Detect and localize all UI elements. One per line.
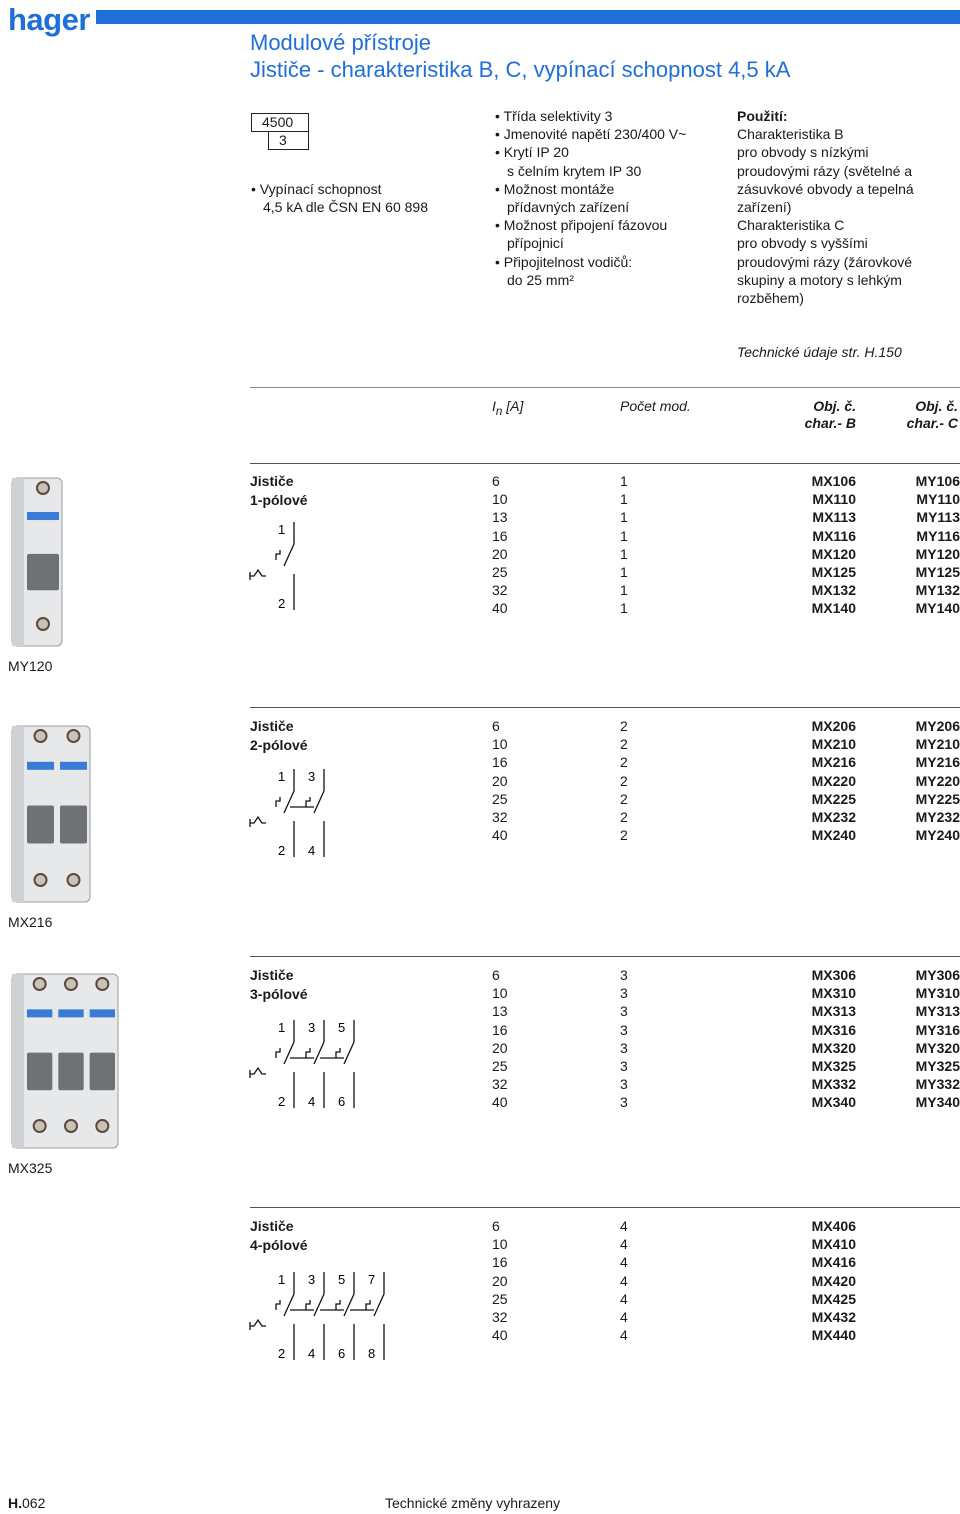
usage-line: pro obvody s nízkými: [737, 144, 869, 161]
module-count: 2: [620, 827, 628, 844]
section-divider: [250, 1207, 960, 1208]
terminal-top-label: 3: [308, 769, 316, 784]
module-count: 3: [620, 1076, 628, 1093]
module-count: 1: [620, 509, 628, 526]
module-count: 1: [620, 564, 628, 580]
module-count: 1: [620, 491, 628, 508]
module-count: 2: [620, 736, 628, 753]
table-row: [492, 490, 960, 508]
table-row: [492, 753, 960, 771]
order-number-c: MY220: [915, 772, 960, 789]
order-number-b: MX132: [811, 582, 856, 599]
order-number-c: MY206: [915, 718, 960, 734]
usage-line: proudovými rázy (žárovkové: [737, 253, 913, 270]
feature-line: • Možnost připojení fázovou: [495, 217, 668, 234]
order-number-c: MY140: [915, 600, 960, 617]
rated-current: 25: [492, 564, 508, 580]
order-number-b: MX313: [811, 1003, 856, 1020]
section-title: [250, 966, 308, 1003]
section-title-line1: Jističe: [250, 473, 294, 489]
feature-line: • Krytí IP 20: [495, 144, 569, 161]
rated-current: 32: [492, 582, 508, 599]
rated-current: 10: [492, 736, 508, 753]
order-number-b: MX232: [811, 809, 856, 825]
order-number-b: MX120: [811, 545, 856, 562]
breaking-capacity-line-2: 4,5 kA dle ČSN EN 60 898: [263, 199, 428, 216]
order-number-b: MX125: [811, 564, 856, 580]
module-count: 2: [620, 809, 628, 825]
order-number-c: MY340: [915, 1094, 960, 1111]
terminal-bottom-label: 6: [338, 1094, 346, 1109]
terminal-top-label: 7: [368, 1272, 376, 1287]
rated-current: 40: [492, 1327, 508, 1344]
brand-logo: hager: [8, 2, 90, 37]
rated-current: 16: [492, 1021, 508, 1038]
rated-current: 16: [492, 754, 508, 771]
module-count: 4: [620, 1218, 628, 1234]
order-number-c: MY240: [915, 827, 960, 844]
tech-data-reference: Technické údaje str. H.150: [737, 344, 902, 360]
order-number-c: MY316: [915, 1021, 960, 1038]
circuit-symbol-2pole: [248, 767, 354, 864]
in-unit: [A]: [502, 398, 524, 414]
module-count: 4: [620, 1272, 628, 1289]
order-number-c: MY120: [915, 545, 960, 562]
rated-current: 20: [492, 1039, 508, 1056]
order-number-b: MX420: [811, 1272, 856, 1289]
module-count: 3: [620, 1003, 628, 1020]
order-number-b: MX432: [811, 1309, 856, 1325]
order-number-b: MX106: [811, 473, 856, 489]
footer-note: Technické změny vyhrazeny: [385, 1495, 561, 1511]
table-row: [492, 527, 960, 545]
rated-current: 6: [492, 718, 500, 734]
module-count: 4: [620, 1236, 628, 1253]
module-count: 4: [620, 1290, 628, 1307]
order-number-b: MX416: [811, 1254, 856, 1271]
terminal-bottom-label: 4: [308, 843, 316, 858]
table-row: [492, 1021, 960, 1039]
order-number-b: MX316: [811, 1021, 856, 1038]
table-row: [492, 1039, 960, 1057]
order-number-c: MY132: [915, 582, 960, 599]
module-count: 1: [620, 582, 628, 599]
rated-current: 32: [492, 1076, 508, 1093]
order-number-c: MY320: [915, 1039, 960, 1056]
rated-current: 25: [492, 790, 508, 807]
order-number-c: MY325: [915, 1058, 960, 1074]
usage-line: Charakteristika C: [737, 217, 845, 234]
order-number-b: MX325: [811, 1058, 856, 1074]
table-row: [492, 1075, 960, 1093]
table-row: [492, 1308, 960, 1326]
char-c-line2: char.- C: [906, 415, 958, 431]
page-number: [8, 1495, 45, 1511]
module-count: 3: [620, 1094, 628, 1111]
table-row: [492, 599, 960, 617]
features-list: [495, 107, 725, 289]
feature-line: • Třída selektivity 3: [495, 108, 613, 124]
order-number-b: MX225: [811, 790, 856, 807]
photo-caption: MX325: [8, 1160, 53, 1176]
rated-current: 40: [492, 600, 508, 617]
terminal-bottom-label: 8: [368, 1346, 376, 1361]
order-number-c: MY306: [915, 967, 960, 983]
photo-caption: MX216: [8, 914, 53, 930]
page-prefix: H.: [8, 1495, 22, 1511]
terminal-top-label: 1: [278, 769, 286, 784]
rated-current: 40: [492, 827, 508, 844]
order-number-c: MY310: [915, 985, 960, 1002]
order-number-b: MX110: [812, 491, 856, 508]
rated-current: 25: [492, 1058, 508, 1074]
usage-line: skupiny a motory s lehkým: [737, 271, 902, 288]
terminal-top-label: 5: [338, 1272, 346, 1287]
rated-current: 13: [492, 509, 508, 526]
module-count: 4: [620, 1254, 628, 1271]
table-row: [492, 772, 960, 790]
page-subtitle: Jističe - charakteristika B, C, vypínací schopnost 4,5 kA: [250, 57, 791, 82]
table-row: [492, 1002, 960, 1020]
col-header-char-b: [776, 398, 856, 432]
section-title-line1: Jističe: [250, 718, 294, 734]
usage-line: rozběhem): [737, 290, 804, 307]
order-number-b: MX220: [811, 772, 856, 789]
section-title-line1: Jističe: [250, 967, 294, 983]
product-photo: [8, 472, 76, 659]
section-title-line2: 4-pólové: [250, 1236, 308, 1253]
module-count: 2: [620, 754, 628, 771]
page-title: Modulové přístroje: [250, 30, 431, 55]
section-title: [250, 472, 308, 509]
usage-line: proudovými rázy (světelné a: [737, 162, 913, 179]
order-number-c: MY113: [916, 509, 960, 526]
table-row: [492, 808, 960, 826]
order-number-b: MX206: [811, 718, 856, 734]
order-number-b: MX340: [811, 1094, 856, 1111]
order-number-b: MX240: [811, 827, 856, 844]
table-row: [492, 545, 960, 563]
table-row: [492, 1253, 960, 1271]
terminal-bottom-label: 4: [308, 1346, 316, 1361]
table-row: [492, 1217, 960, 1235]
section-title-line2: 3-pólové: [250, 985, 308, 1002]
order-number-b: MX116: [812, 527, 856, 544]
usage-block: [737, 107, 957, 307]
rated-current: 10: [492, 985, 508, 1002]
section-title-line2: 1-pólové: [250, 491, 308, 508]
table-row: [492, 735, 960, 753]
table-row: [492, 717, 960, 735]
order-number-c: MY125: [915, 564, 960, 580]
module-count: 4: [620, 1327, 628, 1344]
feature-line: • Jmenovité napětí 230/400 V~: [495, 126, 687, 143]
module-count: 1: [620, 545, 628, 562]
order-number-c: MY232: [915, 809, 960, 825]
page-number-value: 062: [22, 1495, 46, 1511]
product-photo: [8, 968, 132, 1161]
section-divider: [250, 707, 960, 708]
rated-current: 25: [492, 1290, 508, 1307]
order-number-b: MX332: [811, 1076, 856, 1093]
order-number-c: MY116: [916, 527, 960, 544]
module-count: 1: [620, 527, 628, 544]
terminal-top-label: 1: [278, 1272, 286, 1287]
table-row: [492, 1235, 960, 1253]
section-divider: [250, 463, 960, 464]
section-title-line1: Jističe: [250, 1218, 294, 1234]
feature-line: přípojnicí: [507, 235, 564, 252]
table-row: [492, 966, 960, 984]
section-title: [250, 717, 308, 754]
order-number-c: MY210: [915, 736, 960, 753]
module-count: 3: [620, 1021, 628, 1038]
order-number-c: MY313: [915, 1003, 960, 1020]
rated-current: 16: [492, 527, 508, 544]
feature-line: přídavných zařízení: [507, 199, 630, 216]
order-number-b: MX310: [811, 985, 856, 1002]
table-row: [492, 1272, 960, 1290]
code-box-3: 3: [268, 131, 309, 150]
circuit-symbol-4pole: [248, 1270, 414, 1367]
table-row: [492, 508, 960, 526]
rated-current: 32: [492, 809, 508, 825]
rated-current: 16: [492, 1254, 508, 1271]
section-title: [250, 1217, 308, 1254]
terminal-bottom-label: 2: [278, 596, 286, 611]
feature-line: • Možnost montáže: [495, 180, 615, 197]
feature-line: do 25 mm²: [507, 271, 574, 288]
table-row: [492, 581, 960, 599]
module-count: 3: [620, 985, 628, 1002]
table-row: [492, 472, 960, 490]
usage-line: Charakteristika B: [737, 126, 844, 143]
rated-current: 6: [492, 473, 500, 489]
rated-current: 6: [492, 967, 500, 983]
terminal-bottom-label: 2: [278, 1094, 286, 1109]
order-number-c: MY225: [915, 790, 960, 807]
rated-current: 40: [492, 1094, 508, 1111]
col-header-modules: Počet mod.: [620, 398, 691, 414]
rated-current: 10: [492, 1236, 508, 1253]
rated-current: 20: [492, 1272, 508, 1289]
module-count: 3: [620, 967, 628, 983]
order-number-c: MY106: [915, 473, 960, 489]
terminal-top-label: 1: [278, 1020, 286, 1035]
table-row: [492, 1290, 960, 1308]
order-number-b: MX210: [811, 736, 856, 753]
terminal-top-label: 1: [278, 522, 286, 537]
module-count: 1: [620, 600, 628, 617]
col-header-char-c: [878, 398, 958, 432]
module-count: 3: [620, 1039, 628, 1056]
terminal-top-label: 5: [338, 1020, 346, 1035]
module-count: 4: [620, 1309, 628, 1325]
module-count: 1: [620, 473, 628, 489]
module-count: 2: [620, 718, 628, 734]
order-number-b: MX113: [812, 509, 856, 526]
feature-line: • Připojitelnost vodičů:: [495, 253, 633, 270]
table-row: [492, 1093, 960, 1111]
table-row: [492, 563, 960, 581]
table-row: [492, 1057, 960, 1075]
rated-current: 10: [492, 491, 508, 508]
table-row: [492, 826, 960, 844]
table-row: [492, 984, 960, 1002]
usage-line: zařízení): [737, 199, 792, 216]
module-count: 2: [620, 772, 628, 789]
order-number-b: MX306: [811, 967, 856, 983]
rated-current: 32: [492, 1309, 508, 1325]
char-c-line1: Obj. č.: [915, 398, 958, 414]
order-number-c: MY110: [916, 491, 960, 508]
order-number-b: MX320: [811, 1039, 856, 1056]
product-photo: [8, 720, 104, 915]
terminal-top-label: 3: [308, 1020, 316, 1035]
circuit-symbol-1pole: [248, 520, 324, 617]
order-number-c: MY216: [915, 754, 960, 771]
table-row: [492, 790, 960, 808]
in-subscript: n: [495, 404, 503, 418]
section-title-line2: 2-pólové: [250, 736, 308, 753]
circuit-symbol-3pole: [248, 1018, 384, 1115]
breaking-capacity-note: [251, 180, 491, 216]
col-header-in: [492, 398, 523, 420]
terminal-bottom-label: 2: [278, 843, 286, 858]
usage-line: pro obvody s vyššími: [737, 235, 868, 252]
section-divider: [250, 956, 960, 957]
usage-line: zásuvkové obvody a tepelná: [737, 180, 914, 197]
usage-title: Použití:: [737, 108, 788, 124]
breaking-capacity-line-1: • Vypínací schopnost: [251, 181, 382, 197]
order-number-b: MX440: [811, 1327, 856, 1344]
table-row: [492, 1326, 960, 1344]
module-count: 2: [620, 790, 628, 807]
terminal-bottom-label: 4: [308, 1094, 316, 1109]
rated-current: 20: [492, 772, 508, 789]
char-b-line1: Obj. č.: [813, 398, 856, 414]
header-bar: [96, 10, 960, 24]
code-box-4500: 4500: [251, 113, 309, 132]
photo-caption: MY120: [8, 658, 53, 674]
terminal-bottom-label: 6: [338, 1346, 346, 1361]
char-b-line2: char.- B: [804, 415, 856, 431]
order-number-b: MX216: [811, 754, 856, 771]
rated-current: 20: [492, 545, 508, 562]
terminal-top-label: 3: [308, 1272, 316, 1287]
order-number-b: MX140: [811, 600, 856, 617]
in-symbol: I: [492, 398, 496, 414]
order-number-b: MX410: [811, 1236, 856, 1253]
order-number-b: MX425: [811, 1290, 856, 1307]
feature-line: s čelním krytem IP 30: [507, 162, 642, 179]
rated-current: 6: [492, 1218, 500, 1234]
order-number-b: MX406: [811, 1218, 856, 1234]
order-number-c: MY332: [915, 1076, 960, 1093]
divider: [250, 387, 960, 388]
module-count: 3: [620, 1058, 628, 1074]
rated-current: 13: [492, 1003, 508, 1020]
terminal-bottom-label: 2: [278, 1346, 286, 1361]
